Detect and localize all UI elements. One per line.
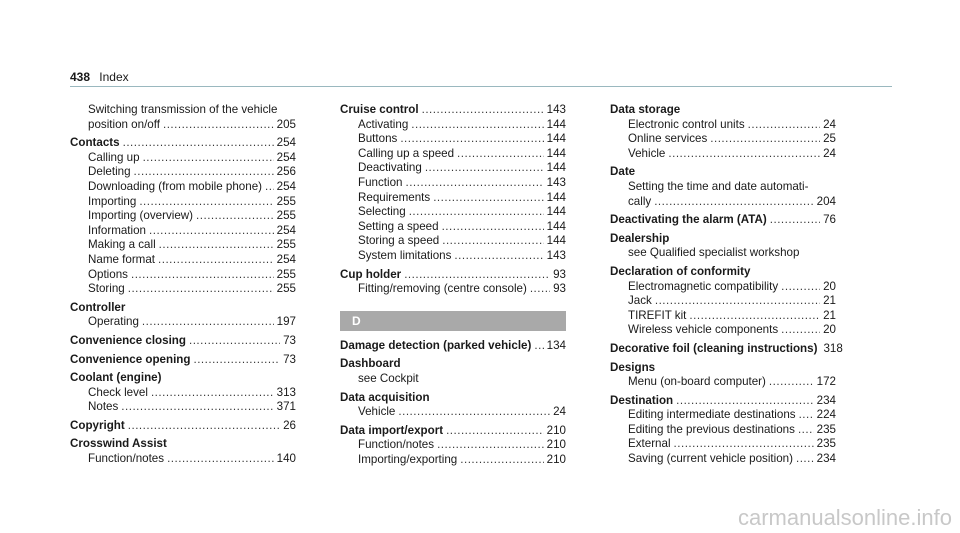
index-entry: Deactivating the alarm (ATA) ..... 76 bbox=[610, 213, 836, 228]
page-title: Index bbox=[99, 70, 129, 84]
index-entry: Switching transmission of the vehicle position on/off ..... 205 bbox=[70, 103, 296, 132]
page-header bbox=[70, 70, 892, 87]
index-entry: Data import/export ..... 210 Function/notes ..... 210 Importing/exporting ..... 210 bbox=[340, 424, 566, 468]
index-entry: Coolant (engine) Check level ..... 313 Notes ..... 371 bbox=[70, 371, 296, 415]
index-entry: Declaration of conformity Electromagnetic compatibility ..... 20 Jack ..... 21 TIREFIT kit ..... 21 Wireless vehicle components ..... 20 bbox=[610, 265, 836, 338]
index-entry: Crosswind Assist Function/notes ..... 140 bbox=[70, 437, 296, 466]
section-letter-d: D bbox=[340, 311, 566, 331]
index-entry: Convenience closing ..... 73 bbox=[70, 334, 296, 349]
index-entry: Contacts ..... 254 Calling up ..... 254 Deleting ..... 256 Downloading (from mobile phone) ..... 254 Importing ..... 255 Importing (overview) ..... 255 Information ..... 254 Making a call ..... 255 Name format ..... 254 Options ..... 255 Storing ..... 255 bbox=[70, 136, 296, 297]
index-entry: Cup holder ..... 93 Fitting/removing (centre console) ..... 93 bbox=[340, 268, 566, 297]
index-entry: Designs Menu (on-board computer) ..... 172 bbox=[610, 361, 836, 390]
index-entry: Data acquisition Vehicle ..... 24 bbox=[340, 391, 566, 420]
index-entry: Controller Operating ..... 197 bbox=[70, 301, 296, 330]
index-entry: Copyright ..... 26 bbox=[70, 419, 296, 434]
page-number: 438 bbox=[70, 70, 91, 84]
index-entry: Cruise control ..... 143 Activating ..... 144 Buttons ..... 144 Calling up a speed ..... 144 Deactivating ..... 144 Function ..... 143 Requirements ..... 144 Selecting ..... 144 Setting a speed ..... 144 Storing a speed ..... 144 System limitations ..... 143 bbox=[340, 103, 566, 264]
index-entry: Dealership see Qualified specialist workshop bbox=[610, 231, 800, 260]
index-column-1 bbox=[70, 103, 296, 471]
index-entry: Date Setting the time and date automati- cally ..... 204 bbox=[610, 165, 836, 209]
index-entry: Dashboard see Cockpit bbox=[340, 357, 419, 385]
index-entry: Data storage Electronic control units ..... 24 Online services ..... 25 Vehicle ..... 24 bbox=[610, 103, 836, 161]
index-entry: Decorative foil (cleaning instructions) 318 bbox=[610, 341, 843, 355]
index-column-2 bbox=[340, 103, 566, 471]
index-entry: Convenience opening ..... 73 bbox=[70, 353, 296, 368]
index-entry: Destination ..... 234 Editing intermediate destinations ..... 224 Editing the previous destinations ..... 235 External ..... 235 Saving (current vehicle position) ..... 234 bbox=[610, 394, 836, 467]
watermark: carmanualsonline.info bbox=[737, 505, 952, 530]
index-entry: Damage detection (parked vehicle) ..... 134 bbox=[340, 339, 566, 354]
index-column-3 bbox=[610, 103, 843, 471]
